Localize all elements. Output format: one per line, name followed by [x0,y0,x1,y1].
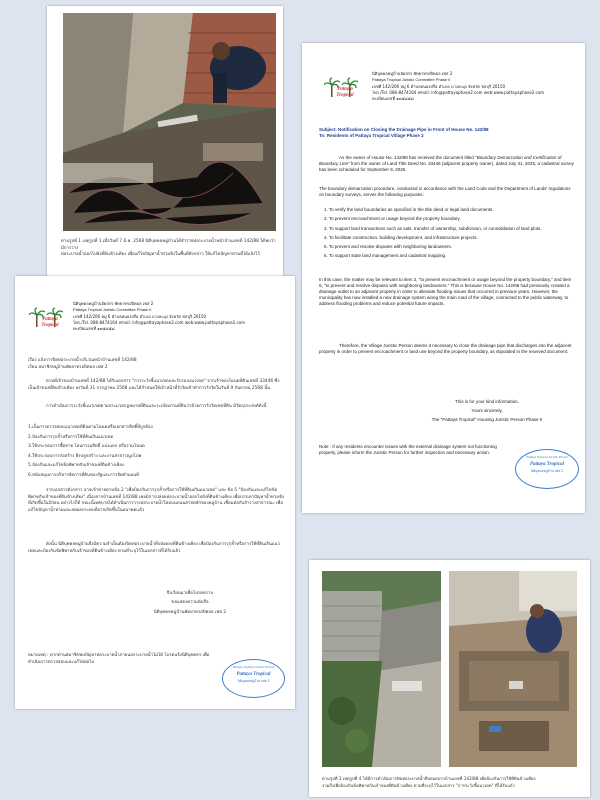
paragraph-4: Therefore, the Village Juristic Person deems it necessary to close the drainage pipe that discharges into the adjacent property in order to prevent encroachment or land use beyond the property boundary, as stipulated in the received document. [319,343,572,355]
drain-pipe-photo-top [63,13,276,231]
photo-page-bottom [309,560,590,797]
signature: The "Pattaya Tropical" Housing Juristic Person Phase II [431,417,543,423]
stamp-text-top: Pattaya Tropical Juristic Person [526,455,568,459]
drain-site-photo-left [322,571,441,767]
para1-document-title: "Boundary Demarcation and Certification of Boundary Line" [319,155,562,167]
list-item: 4.ใช้ประกอบการก่อสร้าง สิ่งปลูกสร้าง และงานสาธารณูปโภค [28,453,142,459]
list-item: 3. To support land transactions such as sale, transfer of ownership, subdivision, or consolidation of land plots. [324,225,542,231]
list-item: 1. To verify the land boundaries as specified in the title deed or legal land documents. [324,207,494,212]
header-line: Pattaya Tropical Juristic Committee Phase II [73,307,152,313]
paragraph-3: In this case, the matter may be relevant to item 2, "to prevent encroachment or usage beyond the property boundary," and item 5, "to prevent and resolve disputes with neighboring landowners." This is because House No. 142/88 had previously created a drainage outlet to an adjacent property in order to alleviate flooding issues that occurred in previous years. However, the municipality has now installed a new drainage system along the main road of the village, connected to the public waterway, to address flooding problems and reduce potential future impacts. [319,277,572,307]
letter-header [73,301,291,332]
letter-subject: Subject: Notification on Closing the Drainage Pipe in Front of House No. 142/88 [319,127,489,132]
stamp-text-top: Pattaya Tropical Juristic Person [232,665,275,669]
list-item: 2.ป้องกันการรุกล้ำหรือการใช้ที่ดินเกินแนวเขต [28,434,114,440]
closing-info: This is for your kind information. [455,399,519,404]
paragraph-1 [319,155,574,173]
photo-caption-top [61,239,276,259]
letter-subject: เรื่อง แจ้งการปิดท่อระบายน้ำบริเวณหน้าบ้านเลขที่ 142/88 [28,358,137,363]
closing [115,591,265,617]
para1-text-b: from the owner of Land Title Deed No. 33446 (adjacent property owner), dated July 31, 2025, a cadastral survey has been scheduled for September 9, 2025. [319,161,575,173]
header-line: ทะเบียนเลขที่ ๑๓๕๘๕๘ [73,326,115,332]
logo-name: Pattaya Tropical [336,87,354,98]
header-line: โทร./Tel. 086-8474164 email: info@pattayaphase2.com web:www.pattayaphase2.com [372,89,545,95]
drain-site-photo-right [449,571,577,767]
closing-regards: Yours sincerely, [471,408,503,414]
list-item: 6. To support state land management and cadastral mapping. [324,253,447,259]
caption-line: ตามรูปที่ 1 เหตุรูปที่ 1 เมื่อวันที่ 7 มี.ค. 2568 นิติบุคคลหมู่บ้านได้สำรวจท่อระบายน้ำหน้าบ้านเลขที่ 142/88 ได้พบว่ามีการวาง [61,239,276,251]
purposes-list [28,425,286,480]
caption-line: รวมถึงเพื่อป้องกันข้อพิพาทกับเจ้าของที่ดินข้างเคียง ตามที่ระบุไว้ในเอกสาร "การระวังชี้แนวเขต" ที่ได้รับแล้ว [322,783,515,788]
juristic-stamp [222,659,285,698]
paragraph-4: ดังนั้น นิติบุคคลหมู่บ้านจึงมีความจำเป็นต้องปิดท่อระบายน้ำที่ปล่อยลงที่ดินข้างเคียง เพื่อป้องกันการรุกล้ำหรือการใช้ที่ดินเกินแนวเขตและป้องกันข้อพิพาทกับเจ้าของที่ดินข้างเคียง ตามที่ระบุไว้ในเอกสารที่ได้รับแล้ว [28,542,280,554]
header-line: เลขที่ 142/206 หมู่ 6 ตำบลหนองปรือ อำเภอ บางละมุง จังหวัด ชลบุรี 20150 [372,83,506,89]
subject-line [28,358,286,371]
letter-page-thai [15,276,295,709]
stamp-text-bottom: นิติบุคคลหมู่บ้าน เฟส 2 [237,679,270,683]
paragraph-2: การดำเนินการระวังชี้แนวเขตตามประมวลกฎหมายที่ดินและระเบียบกรมที่ดินว่าด้วยการรังวัดเขตที่ดิน มีวัตถุประสงค์ดังนี้ [46,404,267,409]
list-item: 5.ป้องกันและแก้ไขข้อพิพาทกับเจ้าของที่ดินข้างเคียง [28,463,124,469]
closing-info: จึงเรียนมาเพื่อโปรดทราบ [166,591,214,596]
header-line: ทะเบียนเลขที่ ๑๓๕๘๕๘ [372,96,414,102]
list-item: 3.ใช้ประกอบการซื้อขาย โอนกรรมสิทธิ์ แบ่งแยก หรือรวมโฉนด [28,444,145,450]
list-item: 5. To prevent and resolve disputes with neighboring landowners. [324,244,452,250]
list-item: 2. To prevent encroachment or usage beyond the property boundary. [324,216,461,222]
closing-regards: ขอแสดงความนับถือ [171,599,209,605]
paragraph-3: จากเอกสารดังกล่าว อาจเข้าข่ายตามข้อ 2 "เพื่อป้องกันการรุกล้ำหรือการใช้ที่ดินเกินแนวเขต" และ ข้อ 5 "ป้องกันและแก้ไขข้อพิพาทกับเจ้าของที่ดินข้างเคียง" เนื่องจากบ้านเลขที่ 142/88 เคยมีการปล่อยท่อระบายน้ำออกไปยังที่ดินข้างเคียง เพื่อบรรเทาปัญหาน้ำท่วมขังที่เกิดขึ้นในปีก่อน อย่างไรก็ดี ขณะนี้เทศบาลได้ดำเนินการวางท่อระบายน้ำใหม่บนถนนสายหลักของหมู่บ้าน เชื่อมต่อกับลำรางสาธารณะ เพื่อแก้ไขปัญหาน้ำท่วมและลดผลกระทบที่อาจเกิดขึ้นในอนาคตแล้ว [28,488,285,513]
photo-caption-bottom [322,775,580,789]
caption-line: ท่อระบายน้ำออกไปยังที่ดินข้างเคียง เพื่อแก้ไขปัญหาน้ำท่วมขังในพื้นที่ดังกล่าว ให้แก้ไขปัญหาตามที่ได้แจ้งไว้ [61,252,260,258]
note: Note : If any residents encounter issues with the external drainage system not functioning properly, please inform the Juristic Person for further inspection and necessary action. [319,444,497,456]
list-item: 4. To facilitate construction, building development, and infrastructure projects. [324,234,478,240]
letter-recipient: To: Residents of Pattaya Tropical Village Phase 2 [319,133,424,139]
letter-recipient: เรียน สมาชิกหมู่บ้านพัทยาทรอปิคอล เฟส 2 [28,364,108,370]
signature: นิติบุคคลหมู่บ้านพัทยาทรอปิคอล เฟส 2 [153,610,227,616]
paragraph-1: ตามที่เจ้าของบ้านเลขที่ 142/88 ได้รับเอกสาร "การระวังชี้แนวเขตและรับรองแนวเขต" จากเจ้าของโฉนดที่ดินเลขที่ 33446 ซึ่งเป็นเจ้าของที่ดินข้างเคียง ลงวันที่ 31 กรกฎาคม 2568 และได้กำหนดให้เจ้าหน้าที่รังวัดเข้าทำการรังวัดในวันที่ 9 กันยายน 2568 นั้น [28,379,280,391]
stamp-text-mid: Pattaya Tropical [529,462,565,467]
juristic-stamp [515,449,579,489]
photo-page-top [47,6,283,276]
list-item: 1.เป็นการตรวจสอบแนวเขตที่ดินตามโฉนดหรือเอกสารสิทธิ์ที่ถูกต้อง [28,425,153,430]
stamp-text-bottom: นิติบุคคลหมู่บ้าน เฟส 2 [530,469,564,473]
stamp-text-mid: Pattaya Tropical [236,672,271,677]
header-line: โทร./Tel. 086-8474164 email: info@pattayaphase2.com web:www.pattayaphase2.com [73,319,246,325]
para1-text-a: As the owner of House No. 142/88 has received the document titled [339,155,476,160]
purposes-list [324,207,574,263]
header-line: นิติบุคคลหมู่บ้านจัดสรร พัทยาทรอปิคอล เฟส 2 [372,71,453,76]
letter-page-english [302,43,585,513]
header-line: นิติบุคคลหมู่บ้านจัดสรร พัทยาทรอปิคอล เฟส 2 [73,301,154,306]
paragraph-2: The boundary demarcation procedure, conducted in accordance with the Land Code and the Department of Lands' regulations on boundary surveys, serves the following purposes: [319,186,571,198]
list-item: 6.สนับสนุนการบริหารจัดการที่ดินของรัฐและการจัดทำแผนที่ [28,472,139,478]
logo-name: Pattaya Tropical [41,317,59,328]
letter-header [372,71,582,102]
header-line: Pattaya Tropical Juristic Committee Phase II [372,77,451,83]
note: หมายเหตุ : หากท่านสมาชิกพบปัญหาท่อระบายน้ำภายนอกระบายน้ำไม่ได้ โปรดแจ้งนิติบุคคลฯ เพื่อดำเนินการตรวจสอบและแก้ไขต่อไป [28,653,210,665]
closing [402,399,572,423]
header-line: เลขที่ 142/206 หมู่ 6 ตำบลหนองปรือ อำเภอ บางละมุง จังหวัด ชลบุรี 20150 [73,313,207,319]
subject-line [319,127,579,139]
caption-line: ตามรูปที่ 3 เหตุรูปที่ 4 ได้มีการดำเนินการปิดท่อระบายน้ำที่ปล่อยจากบ้านเลขที่ 142/88 เพื่อป้องกันการใช้ที่ดินข้างเคียง [322,776,536,781]
